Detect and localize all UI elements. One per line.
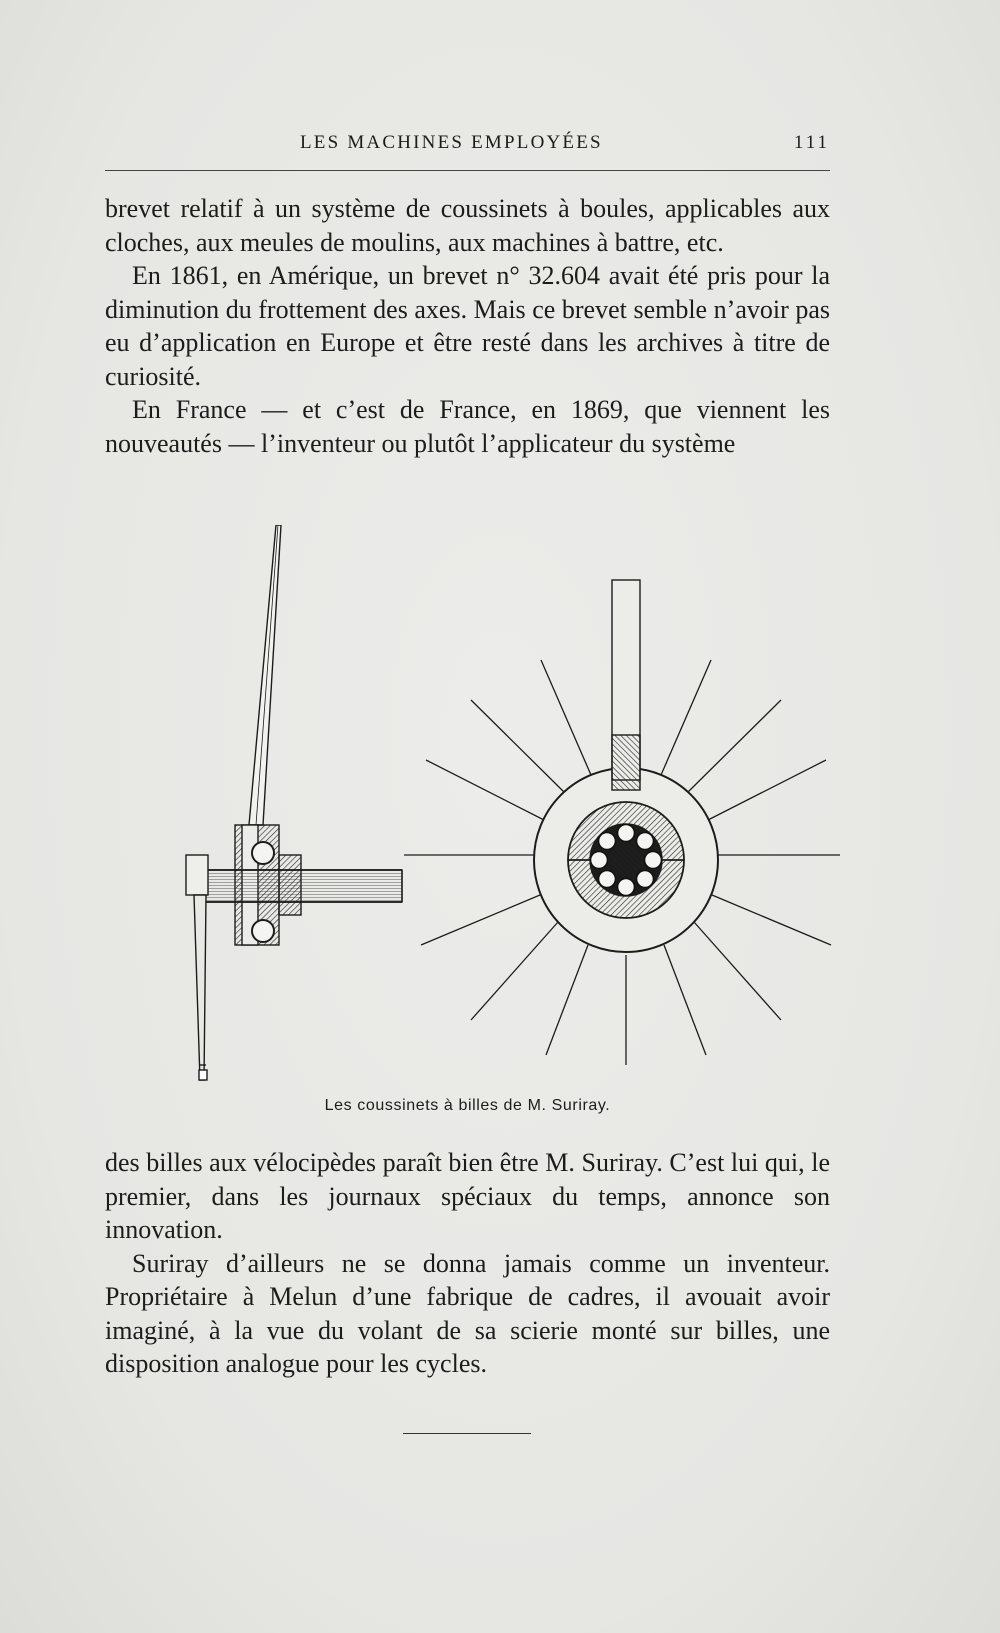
paragraph-melun: Suriray d’ailleurs ne se donna jamais comme un inventeur. Propriétaire à Melun d’une fabrique de cadres, il avouait avoir imaginé, à la vue du volant de sa scierie monté sur billes, une disposition analogue pour les cycles.	[105, 1248, 830, 1378]
paragraph-continued: brevet relatif à un système de coussinets à boules, applicables aux cloches, aux meules de moulins, aux machines à battre, etc.	[105, 194, 830, 257]
running-title: LES MACHINES EMPLOYÉES	[300, 132, 603, 153]
front-view	[404, 580, 840, 1065]
side-section-view	[186, 525, 402, 1080]
text-block-top	[105, 192, 830, 460]
bearing-figure	[180, 525, 840, 1090]
end-rule	[403, 1433, 531, 1434]
paragraph-france-1869: En France — et c’est de France, en 1869, que viennent les nouveautés — l’inventeur ou plutôt l’applicateur du système	[105, 395, 830, 458]
text-block-bottom	[105, 1146, 830, 1381]
header-rule	[105, 170, 830, 171]
figure-caption: Les coussinets à billes de M. Suriray.	[324, 1097, 611, 1114]
paragraph-1861: En 1861, en Amérique, un brevet n° 32.604 avait été pris pour la diminution du frottement des axes. Mais ce brevet semble n’avoir pas eu d’application en Europe et être resté dans les archives à titre de curiosité.	[105, 261, 830, 391]
page-number: 111	[793, 132, 830, 153]
bearing-illustration	[180, 525, 840, 1090]
paragraph-suriray: des billes aux vélocipèdes paraît bien être M. Suriray. C’est lui qui, le premier, dans les journaux spéciaux du temps, annonce son innovation.	[105, 1148, 830, 1244]
running-head	[105, 132, 830, 162]
